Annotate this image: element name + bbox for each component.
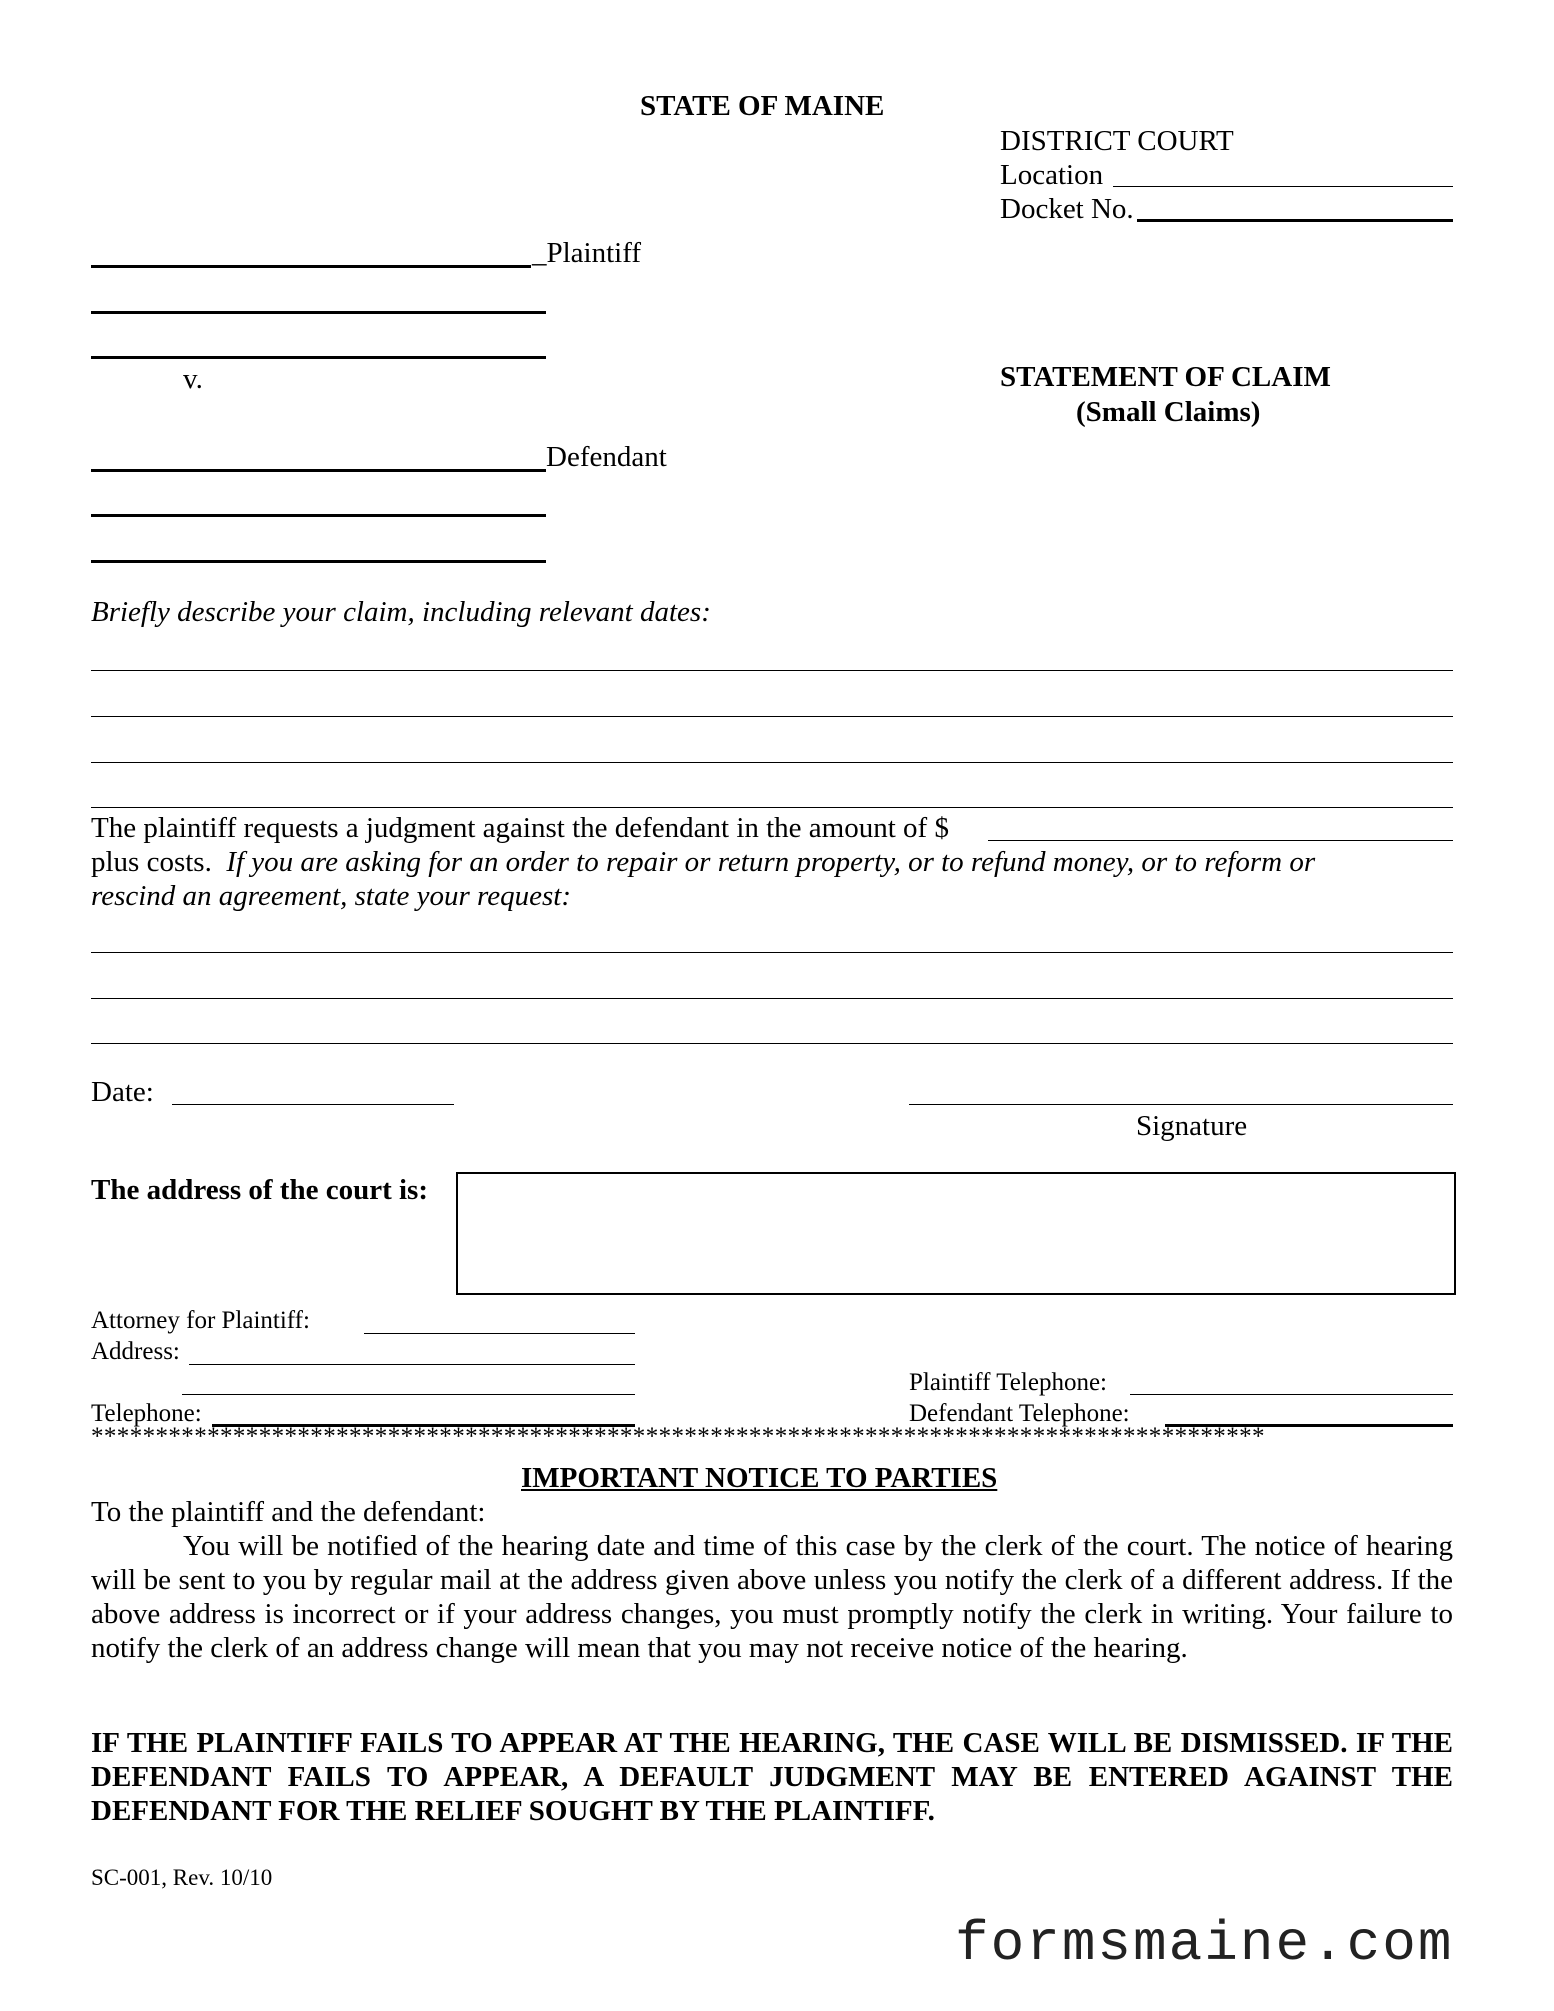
form-title: STATEMENT OF CLAIM [1000, 361, 1331, 393]
request-prompt-line-1: plus costs. If you are asking for an order to repair or return property, or to refund money, or to reform or [91, 846, 1316, 878]
claim-description-line-3[interactable] [91, 762, 1453, 763]
claim-description-line-4[interactable] [91, 807, 1453, 808]
plaintiff-telephone-label: Plaintiff Telephone: [909, 1369, 1107, 1396]
attorney-label: Attorney for Plaintiff: [91, 1307, 310, 1334]
court-address-box[interactable] [456, 1172, 1456, 1295]
watermark: formsmaine.com [955, 1912, 1454, 1976]
plaintiff-label: _Plaintiff [532, 237, 642, 269]
docket-label: Docket No. [1000, 193, 1134, 225]
court-name: DISTRICT COURT [1000, 125, 1234, 157]
location-label: Location [1000, 159, 1104, 191]
defendant-telephone-label: Defendant Telephone: [909, 1400, 1130, 1427]
request-line-2[interactable] [91, 998, 1453, 999]
address-field-1[interactable] [189, 1364, 635, 1365]
location-field[interactable] [1113, 186, 1453, 187]
form-id: SC-001, Rev. 10/10 [91, 1865, 273, 1890]
date-label: Date: [91, 1076, 154, 1108]
notice-warning: IF THE PLAINTIFF FAILS TO APPEAR AT THE HEARING, THE CASE WILL BE DISMISSED. IF THE DEFENDANT FAILS TO APPEAR, A DEFAULT JUDGMENT MAY BE ENTERED AGAINST THE DEFENDANT FOR THE RELIEF SOUGHT BY THE PLAINTIFF. [91, 1727, 1453, 1827]
form-subtitle: (Small Claims) [1076, 396, 1261, 428]
signature-label: Signature [1136, 1110, 1248, 1142]
plaintiff-telephone-field[interactable] [1130, 1394, 1453, 1395]
plaintiff-address-line-2[interactable] [91, 356, 546, 359]
plaintiff-name-field[interactable] [91, 265, 531, 268]
attorney-field[interactable] [364, 1333, 635, 1334]
request-prompt-line-2: rescind an agreement, state your request: [91, 880, 572, 912]
request-line-3[interactable] [91, 1043, 1453, 1044]
claim-description-line-2[interactable] [91, 716, 1453, 717]
state-title: STATE OF MAINE [640, 90, 885, 122]
docket-field[interactable] [1137, 219, 1453, 222]
defendant-label: Defendant [546, 441, 667, 473]
judgment-amount-field[interactable] [988, 840, 1453, 841]
telephone-label: Telephone: [91, 1400, 202, 1427]
claim-description-line-1[interactable] [91, 670, 1453, 671]
claim-description-prompt: Briefly describe your claim, including relevant dates: [91, 596, 711, 628]
date-field[interactable] [172, 1104, 454, 1105]
request-line-1[interactable] [91, 952, 1453, 953]
asterisk-separator: ******************************************************************************************* [91, 1424, 1265, 1450]
address-field-2[interactable] [182, 1394, 635, 1395]
notice-body: You will be notified of the hearing date and time of this case by the clerk of the court. The notice of hearing will be sent to you by regular mail at the address given above unless you notify the clerk of a different address. If the above address is incorrect or if your address changes, you must promptly notify the clerk in writing. Your failure to notify the clerk of an address change will mean that you may not receive notice of the hearing. [91, 1530, 1453, 1664]
defendant-name-field[interactable] [91, 469, 546, 472]
notice-heading: IMPORTANT NOTICE TO PARTIES [521, 1462, 998, 1494]
address-label: Address: [91, 1338, 180, 1365]
judgment-request-text: The plaintiff requests a judgment against the defendant in the amount of $ [91, 812, 949, 844]
signature-field[interactable] [909, 1104, 1453, 1105]
notice-addressee: To the plaintiff and the defendant: [91, 1496, 486, 1528]
defendant-address-line-1[interactable] [91, 514, 546, 517]
defendant-address-line-2[interactable] [91, 560, 546, 563]
versus-label: v. [183, 363, 203, 395]
plaintiff-address-line-1[interactable] [91, 311, 546, 314]
court-address-label: The address of the court is: [91, 1174, 428, 1206]
